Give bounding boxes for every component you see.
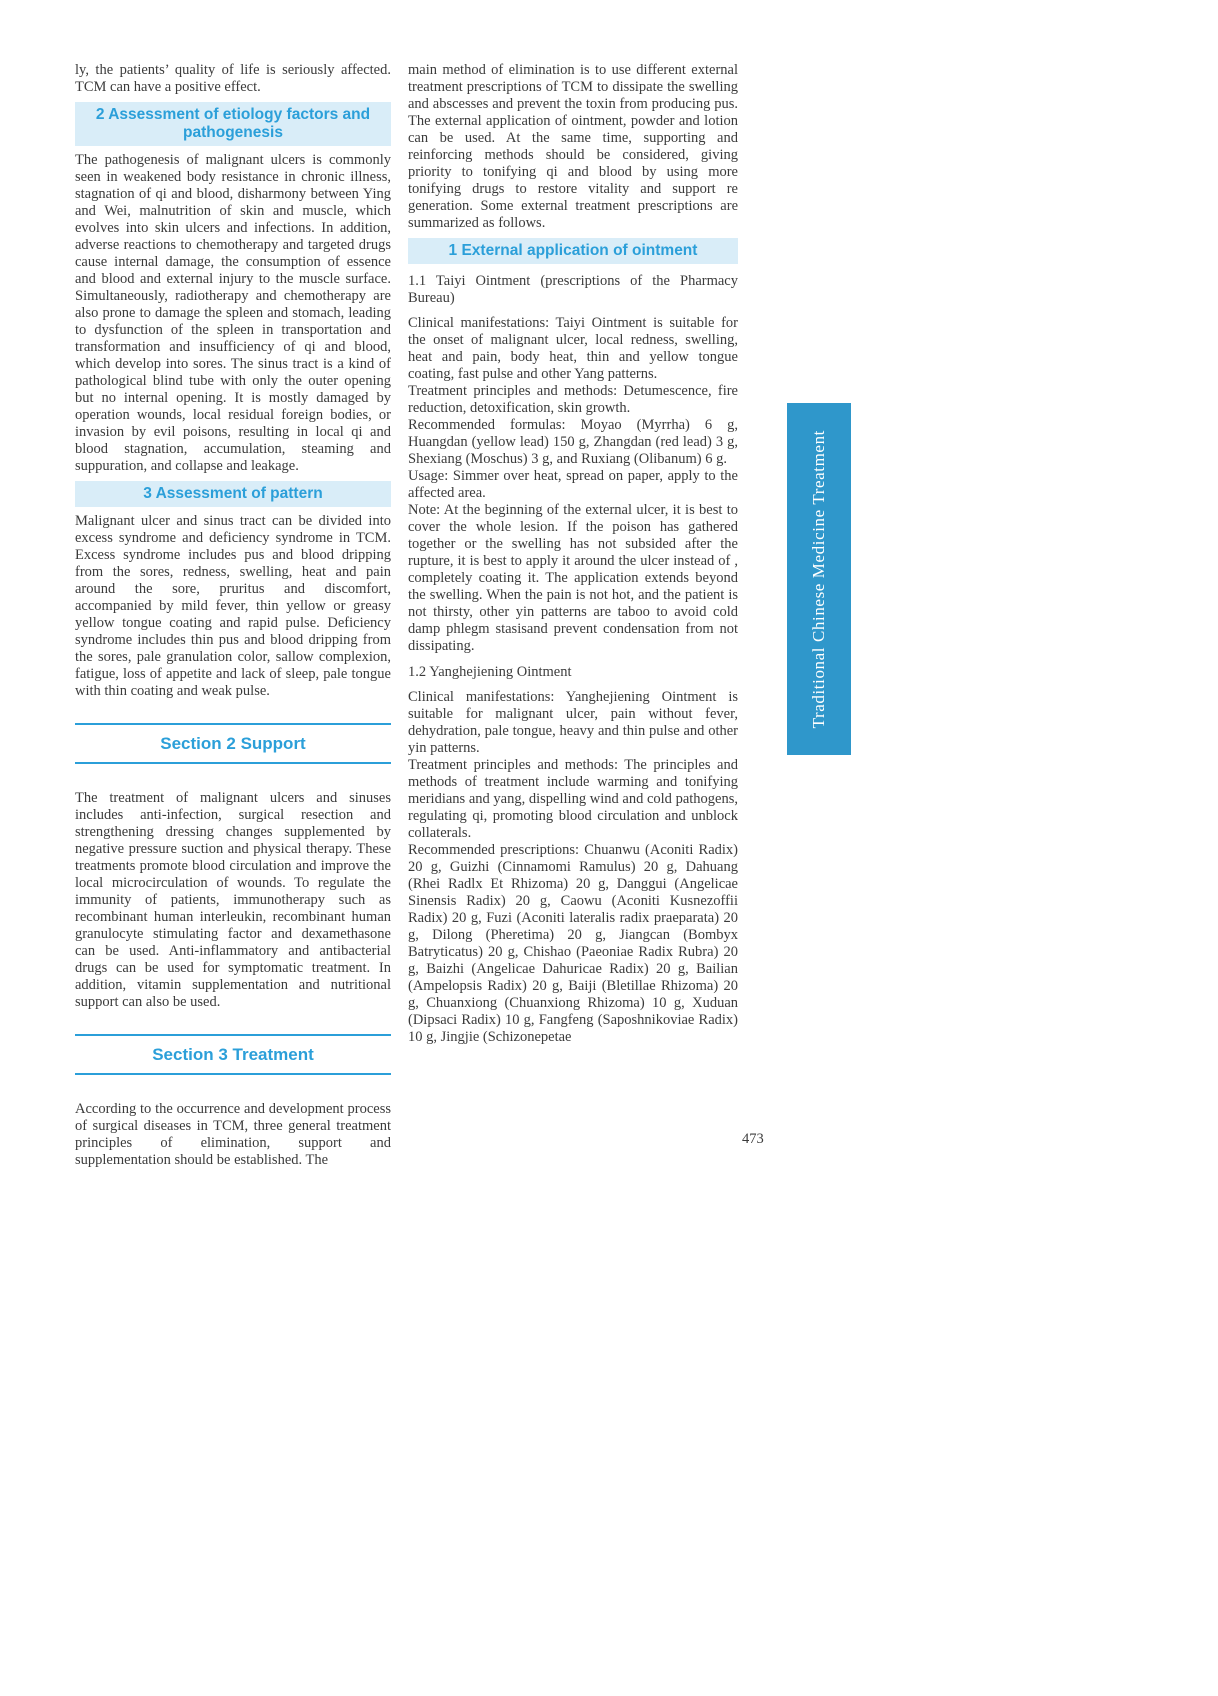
chapter-side-tab bbox=[787, 403, 851, 755]
paragraph-intro-continuation: ly, the patients’ quality of life is seriously affected. TCM can have a positive effect. bbox=[75, 62, 391, 95]
paragraph-taiyi-usage: Usage: Simmer over heat, spread on paper, apply to the affected area. bbox=[408, 468, 738, 501]
paragraph-treatment-intro: According to the occurrence and development process of surgical diseases in TCM, three general treatment principles of elimination, support and supplementation should be established. The bbox=[75, 1101, 391, 1168]
heading-etiology-pathogenesis: 2 Assessment of etiology factors and pathogenesis bbox=[75, 102, 391, 146]
subheading-yanghejiening-ointment: 1.2 Yanghejiening Ointment bbox=[408, 664, 572, 680]
section-heading-treatment: Section 3 Treatment bbox=[75, 1034, 391, 1075]
chapter-side-tab-label: Traditional Chinese Medicine Treatment bbox=[809, 429, 828, 729]
paragraph-elimination-continuation: main method of elimination is to use different external treatment prescriptions of TCM to dissipate the swelling and abscesses and prevent the toxin from producing pus. The external application of ointment, powder and lotion can be used. At the same time, supporting and reinforcing methods should be considered, giving priority to tonifying qi and blood by using more tonifying drugs to restore vitality and support re generation. Some external treatment prescriptions are summarized as follows. bbox=[408, 62, 738, 231]
heading-assessment-pattern: 3 Assessment of pattern bbox=[75, 481, 391, 507]
paragraph-taiyi-clinical: Clinical manifestations: Taiyi Ointment is suitable for the onset of malignant ulcer, local redness, swelling, heat and pain, body heat, thin and yellow tongue coating, fast pulse and other Yang patterns. bbox=[408, 315, 738, 382]
paragraph-taiyi-note: Note: At the beginning of the external ulcer, it is best to cover the whole lesion. If the poison has gathered together or the swelling has not subsided after the rupture, it is best to apply it around the ulcer instead of , completely coating it. The application extends beyond the swelling. When the pain is not hot, and the patient is not thirsty, other yin patterns are taboo to avoid cold damp phlegm stasisand prevent condensation from not dissipating. bbox=[408, 502, 738, 654]
section-heading-support: Section 2 Support bbox=[75, 723, 391, 764]
paragraph-support: The treatment of malignant ulcers and sinuses includes anti-infection, surgical resection and strengthening dressing changes supplemented by negative pressure suction and physical therapy. These treatments promote blood circulation and improve the local microcirculation of wounds. To regulate the immunity of patients, immunotherapy such as recombinant human interleukin, recombinant human granulocyte stimulating factor and dexamethasone can be used. Anti-inflammatory and antibacterial drugs can be used for symptomatic treatment. In addition, vitamin supplementation and nutritional support can also be used. bbox=[75, 790, 391, 1010]
paragraph-yanghejiening-treatment: Treatment principles and methods: The principles and methods of treatment include warming and tonifying meridians and yang, dispelling wind and cold pathogens, regulating qi, promoting blood circulation and unblock collaterals. bbox=[408, 757, 738, 841]
paragraph-pattern: Malignant ulcer and sinus tract can be divided into excess syndrome and deficiency syndrome in TCM. Excess syndrome includes pus and blood dripping from the sores, redness, swelling, heat and pain around the sore, pruritus and discomfort, accompanied by mild fever, thin yellow or greasy yellow tongue coating and rapid pulse. Deficiency syndrome includes thin pus and blood dripping from the sores, pale granulation color, sallow complexion, fatigue, loss of appetite and lack of sleep, pale tongue with thin coating and weak pulse. bbox=[75, 513, 391, 699]
right-column bbox=[408, 62, 738, 1046]
paragraph-taiyi-treatment: Treatment principles and methods: Detumescence, fire reduction, detoxification, skin growth. bbox=[408, 383, 738, 416]
paragraph-taiyi-formulas: Recommended formulas: Moyao (Myrrha) 6 g, Huangdan (yellow lead) 150 g, Zhangdan (red lead) 3 g, Shexiang (Moschus) 3 g, and Ruxiang (Olibanum) 6 g. bbox=[408, 417, 738, 467]
heading-external-ointment: 1 External application of ointment bbox=[408, 238, 738, 264]
paragraph-pathogenesis: The pathogenesis of malignant ulcers is commonly seen in weakened body resistance in chronic illness, stagnation of qi and blood, disharmony between Ying and Wei, malnutrition of skin and muscle, which evolves into skin ulcers and infections. In addition, adverse reactions to chemotherapy and targeted drugs cause internal damage, the consumption of essence and blood and external injury to the muscle surface. Simultaneously, radiotherapy and chemotherapy are also prone to damage the spleen and stomach, leading to dysfunction of the spleen in transportation and transformation and insufficiency of qi and blood, which develop into sores. The sinus tract is a kind of pathological blind tube with only the outer opening but no internal opening. It is mostly damaged by operation wounds, local residual foreign bodies, or invasion by evil poisons, resulting in local qi and blood stagnation, accumulation, steaming and suppuration, and collapse and leakage. bbox=[75, 152, 391, 474]
subheading-taiyi-ointment: 1.1 Taiyi Ointment (prescriptions of the Pharmacy Bureau) bbox=[408, 273, 738, 306]
left-column bbox=[75, 62, 391, 1169]
paragraph-yanghejiening-clinical: Clinical manifestations: Yanghejiening Ointment is suitable for malignant ulcer, pain without fever, dehydration, pale tongue, heavy and thin pulse and other yin patterns. bbox=[408, 689, 738, 756]
paragraph-yanghejiening-prescriptions: Recommended prescriptions: Chuanwu (Aconiti Radix) 20 g, Guizhi (Cinnamomi Ramulus) 20 g, Dahuang (Rhei Radlx Et Rhizoma) 20 g, Danggui (Angelicae Sinensis Radix) 20 g, Caowu (Aconiti Kusnezoffii Radix) 20 g, Fuzi (Aconiti lateralis radix praeparata) 20 g, Dilong (Pheretima) 20 g, Jiangcan (Bombyx Batryticatus) 20 g, Chishao (Paeoniae Radix Rubra) 20 g, Baizhi (Angelicae Dahuricae Radix) 20 g, Bailian (Ampelopsis Radix) 20 g, Baiji (Bletillae Rhizoma) 20 g, Chuanxiong (Chuanxiong Rhizoma) 10 g, Xuduan (Dipsaci Radix) 10 g, Fangfeng (Saposhnikoviae Radix) 10 g, Jingjie (Schizonepetae bbox=[408, 842, 738, 1045]
page-number: 473 bbox=[742, 1131, 764, 1147]
